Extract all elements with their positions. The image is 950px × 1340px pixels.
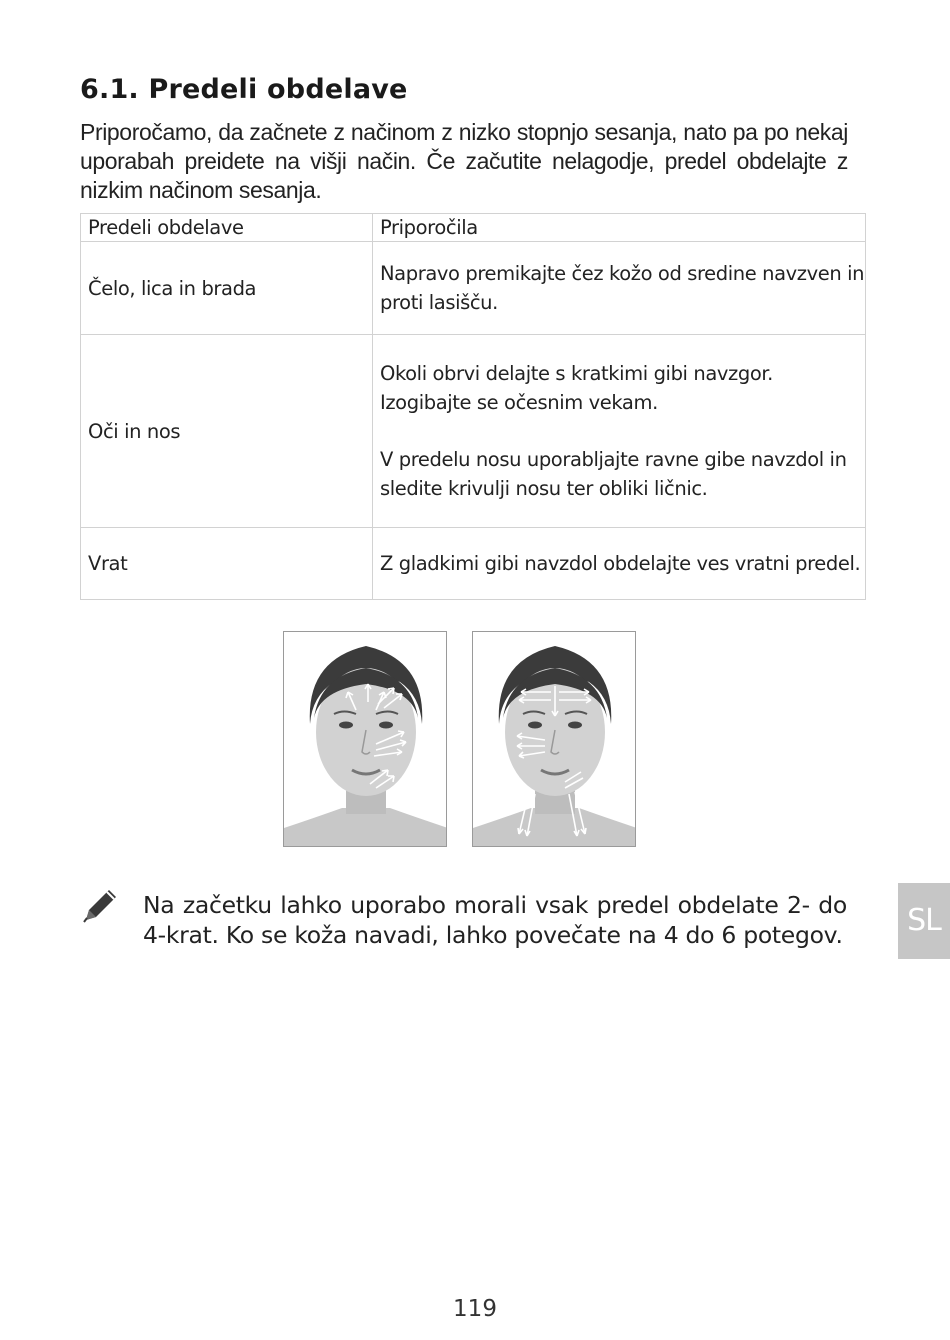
area-cell: Vrat: [81, 528, 373, 600]
face-diagram-forehead-cheeks-chin-icon: [283, 631, 447, 847]
intro-paragraph: Priporočamo, da začnete z načinom z nizko stopnjo sesanja, nato pa po nekaj uporabah preidete na višji način. Če začutite nelagodje, predel obdelajte z nizkim načinom sesanja.: [80, 119, 848, 203]
area-cell: Oči in nos: [81, 335, 373, 528]
advice-cell: [373, 242, 866, 335]
advice-text: Napravo premikajte čez kožo od sredine navzven in proti lasišču.: [380, 262, 865, 314]
treatment-areas-table: [80, 213, 866, 600]
pencil-icon: [80, 886, 120, 930]
advice-cell: [373, 335, 866, 528]
table-header-row: [81, 214, 866, 242]
advice-text: Z gladkimi gibi navzdol obdelajte ves vratni predel.: [380, 552, 861, 575]
language-tab: SL: [898, 883, 950, 959]
section-heading: 6.1. Predeli obdelave: [80, 74, 408, 105]
area-cell: Čelo, lica in brada: [81, 242, 373, 335]
advice-text: Okoli obrvi delajte s kratkimi gibi navzgor. Izogibajte se očesnim vekam.: [380, 362, 773, 414]
table-row: [81, 335, 866, 528]
advice-cell: [373, 528, 866, 600]
note-text: Na začetku lahko uporabo morali vsak predel obdelate 2- do 4-krat. Ko se koža navadi, lahko povečate na 4 do 6 potegov.: [143, 891, 847, 949]
face-diagram-eyes-nose-neck-icon: [472, 631, 636, 847]
table-header-recommendations: Priporočila: [373, 214, 866, 242]
table-header-areas: Predeli obdelave: [81, 214, 373, 242]
advice-text: V predelu nosu uporabljajte ravne gibe navzdol in sledite krivulji nosu ter obliki ličnic.: [380, 448, 847, 500]
table-row: [81, 242, 866, 335]
page-number: 119: [453, 1296, 497, 1322]
table-row: [81, 528, 866, 600]
